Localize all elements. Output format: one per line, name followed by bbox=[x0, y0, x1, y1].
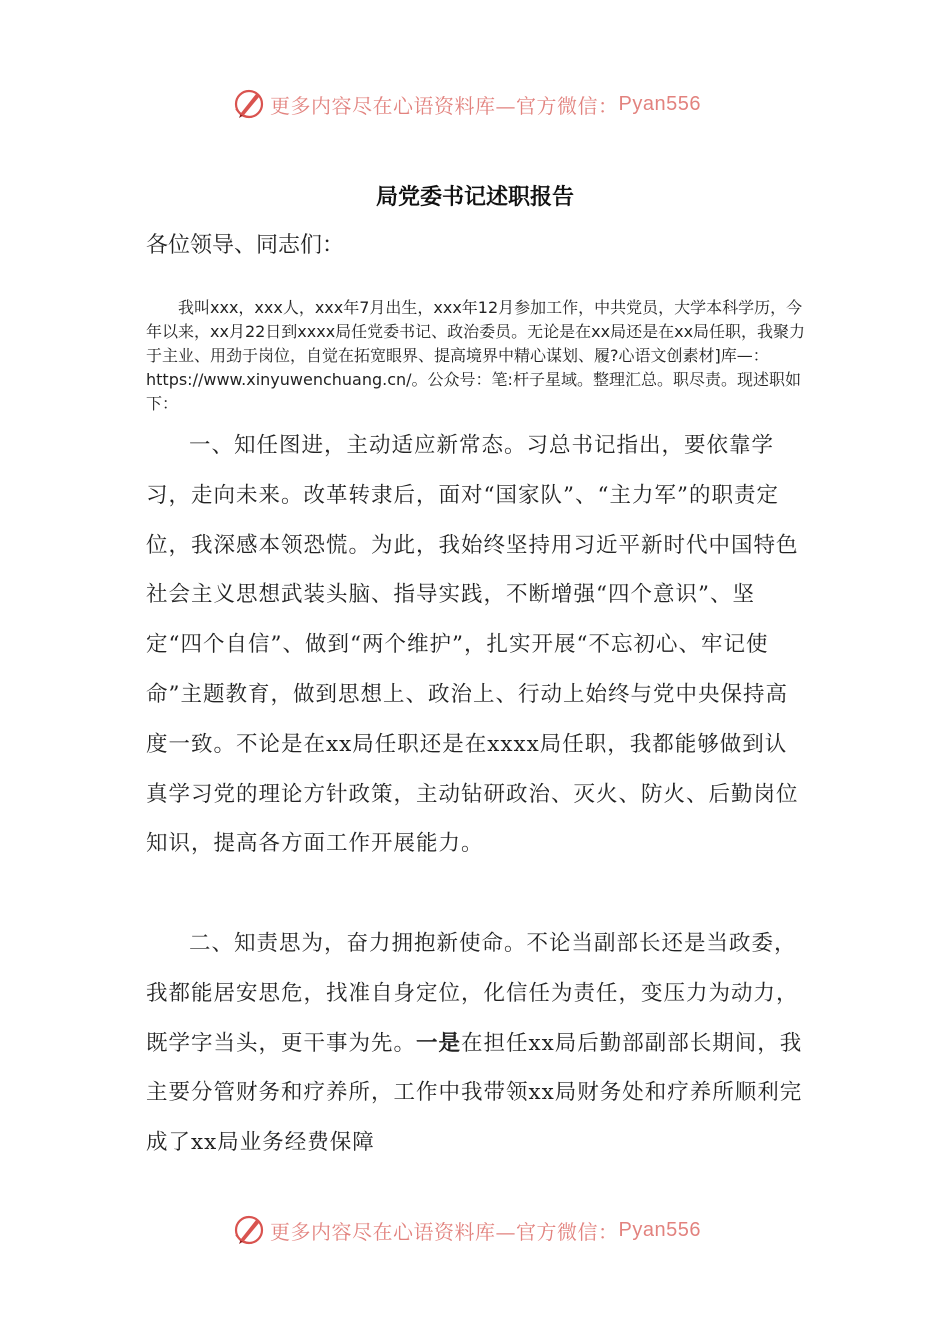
section-one-text: 一、知任图进，主动适应新常态。习总书记指出，要依靠学习，走向未来。改革转隶后，面对“国家队”、“主力军”的职责定位，我深感本领恐慌。为此，我始终坚持用习近平新时代中国特色社会主义思想武装头脑、指导实践，不断增强“四个意识”、坚定“四个自信”、做到“两个维护”，扎实开展“不忘初心、牢记使命”主题教育，做到思想上、政治上、行动上始终与党中央保持高度一致。不论是在xx局任职还是在xxxx局任职，我都能够做到认真学习党的理论方针政策，主动钻研政治、灭火、防火、后勤岗位知识，提高各方面工作开展能力。 bbox=[146, 433, 799, 857]
section-two-continuation: 在担任xx局后勤部副部长期间，我主要分管财务和疗养所，工作中我带领xx局财务处和疗养所顺利完成了xx局业务经费保障 bbox=[146, 1030, 803, 1156]
section-two-paragraph bbox=[146, 919, 806, 1168]
section-two-lead: 二、知责思为，奋力拥抱新使命。不论当副部长还是当政委，我都能居安思危，找准自身定位，化信任为责任，变压力为动力，既学字当头，更干事为先。 bbox=[146, 931, 799, 1056]
intro-text: 我叫xxx，xxx人，xxx年7月出生，xxx年12月参加工作，中共党员，大学本科学历，今年以来，xx月22日到xxxx局任党委书记、政治委员。无论是在xx局还是在xx局任职，我聚力于主业、用劲于岗位，自觉在拓宽眼界、提高境界中精心谋划、履?心语文创素材]库—：https://www.xinyuwenchuang.cn/。公众号：笔:杆子星域。整理汇总。职尽责。现述职如下： bbox=[146, 298, 806, 413]
intro-paragraph bbox=[146, 296, 806, 416]
header-banner bbox=[232, 84, 701, 124]
footer-wechat-handle: Pyan556 bbox=[618, 1218, 701, 1241]
section-two-text bbox=[146, 919, 806, 1168]
pen-circle-logo-icon bbox=[232, 1213, 266, 1247]
pen-circle-logo-icon bbox=[232, 87, 266, 121]
section-one-paragraph bbox=[146, 421, 806, 869]
section-two-bold-marker: 一是 bbox=[416, 1030, 462, 1056]
footer-banner-text: 更多内容尽在心语资料库—官方微信： bbox=[270, 1219, 619, 1244]
footer-banner bbox=[232, 1210, 701, 1250]
banner-wechat-handle: Pyan556 bbox=[618, 92, 701, 115]
salutation: 各位领导、同志们： bbox=[146, 233, 345, 258]
banner-text: 更多内容尽在心语资料库—官方微信： bbox=[270, 93, 619, 118]
document-title: 局党委书记述职报告 bbox=[375, 184, 574, 210]
